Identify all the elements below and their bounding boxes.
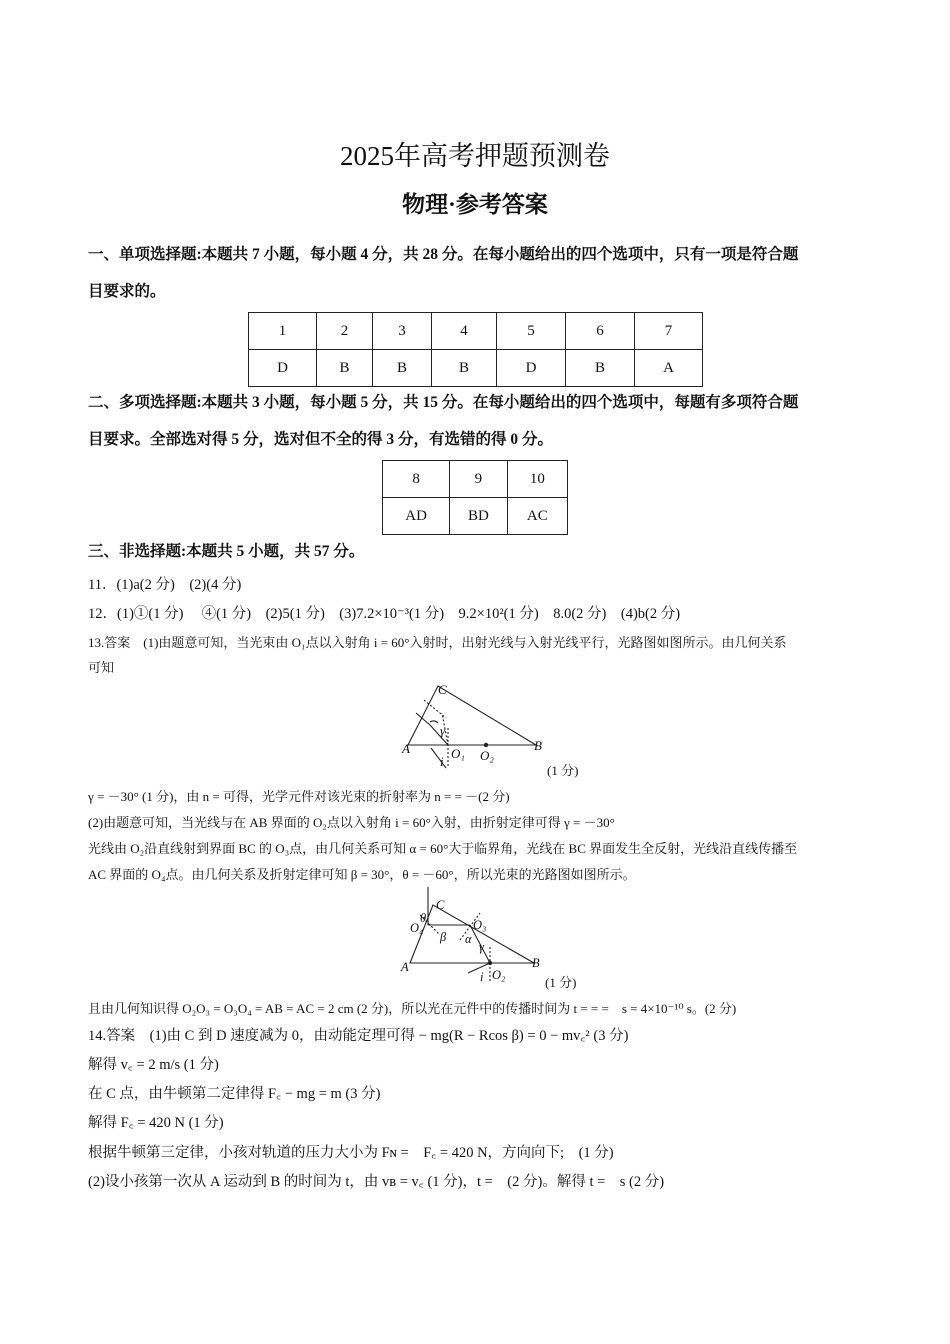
- angle-arc: [430, 721, 438, 723]
- table-cell: 6: [566, 313, 635, 350]
- incident-ray: [468, 963, 490, 973]
- light-path-figure-2: [398, 885, 548, 985]
- prism-triangle: [410, 905, 534, 963]
- page-title: 2025年高考押题预测卷: [340, 141, 610, 171]
- table-cell: 7: [635, 313, 703, 350]
- label-beta: β: [440, 930, 447, 944]
- light-path-figure-1: [396, 678, 556, 773]
- table-row: [383, 461, 568, 498]
- label-o2: O₂: [480, 748, 494, 763]
- q14-line4: 解得 F꜀ = 420 N (1 分): [88, 1115, 224, 1131]
- label-o1: O₁: [451, 746, 465, 761]
- q14-line3: 在 C 点，由牛顿第二定律得 F꜀ − mg = m (3 分): [88, 1086, 381, 1102]
- table-cell: D: [249, 350, 317, 387]
- q13-line4: (2)由题意可知，当光线与在 AB 界面的 O₂点以入射角 i = 60°入射，由折射定律可得 γ = －30°: [88, 815, 615, 830]
- table-cell: 4: [432, 313, 497, 350]
- q12-answer: 12．(1)①(1 分) ④(1 分) (2)5(1 分) (3)7.2×10⁻³(1 分) 9.2×10²(1 分) 8.0(2 分) (4)b(2 分): [88, 606, 681, 622]
- section2-line1: 二、多项选择题:本题共 3 小题，每小题 5 分，共 15 分。在每小题给出的四个选项中，每题有多项符合题: [88, 394, 799, 411]
- prism-triangle: [408, 686, 536, 745]
- label-i: i: [480, 970, 484, 984]
- section1-line2: 目要求的。: [88, 283, 166, 300]
- section1-line1: 一、单项选择题:本题共 7 小题，每小题 4 分，共 28 分。在每小题给出的四个选项中，只有一项是符合题: [88, 246, 799, 263]
- table-cell: B: [373, 350, 432, 387]
- point-o2-dot: [484, 743, 488, 747]
- q13-line5: 光线由 O₂沿直线射到界面 BC 的 O₃点，由几何关系可知 α = 60°大于临界角，光线在 BC 界面发生全反射，光线沿直线传播至: [88, 841, 798, 856]
- table-cell: B: [566, 350, 635, 387]
- label-b: B: [534, 738, 542, 753]
- multi-choice-answer-table: [382, 460, 568, 535]
- q13-line1: 13.答案 (1)由题意可知，当光束由 O₁点以入射角 i = 60°入射时，出射光线与入射光线平行，光路图如图所示。由几何关系: [88, 635, 787, 650]
- label-o2: O₂: [492, 968, 506, 982]
- table-cell: 1: [249, 313, 317, 350]
- q13-line6: AC 界面的 O₄点。由几何关系及折射定律可知 β = 30°，θ = －60°，所以光束的光路图如图所示。: [88, 867, 636, 882]
- fig1-score: (1 分): [547, 763, 579, 778]
- q13-line2: 可知: [88, 660, 115, 675]
- table-row: [249, 350, 703, 387]
- page-subtitle: 物理·参考答案: [402, 192, 548, 217]
- label-i: i: [440, 754, 444, 769]
- table-cell: AC: [507, 498, 567, 535]
- label-a: A: [401, 960, 409, 974]
- q13-line7: 且由几何知识得 O₂O₃ = O₃O₄ = AB = AC = 2 cm (2 分)，所以光在元件中的传播时间为 t = = = s = 4×10⁻¹⁰ s。(2 分): [88, 1001, 737, 1016]
- label-o4: O₄: [410, 921, 424, 935]
- label-b: B: [532, 956, 540, 970]
- table-row: [383, 498, 568, 535]
- section2-line2: 目要求。全部选对得 5 分，选对但不全的得 3 分，有选错的得 0 分。: [88, 431, 554, 448]
- table-row: [249, 313, 703, 350]
- section3-heading: 三、非选择题:本题共 5 小题，共 57 分。: [88, 543, 365, 560]
- fig2-score: (1 分): [545, 975, 577, 990]
- label-gamma: γ: [479, 940, 484, 954]
- table-cell: 5: [497, 313, 566, 350]
- label-c: C: [438, 682, 447, 697]
- single-choice-answer-table: [248, 312, 703, 387]
- table-cell: 2: [317, 313, 373, 350]
- label-o3: O₃: [473, 918, 487, 932]
- label-gamma: γ: [440, 723, 446, 738]
- q14-line6: (2)设小孩第一次从 A 运动到 B 的时间为 t，由 vʙ = v꜀ (1 分)，t = (2 分)。解得 t = s (2 分): [88, 1174, 665, 1190]
- table-cell: 10: [507, 461, 567, 498]
- table-cell: 9: [450, 461, 507, 498]
- label-alpha: α: [465, 932, 472, 946]
- label-a: A: [402, 741, 410, 756]
- q11-answer: 11．(1)a(2 分) (2)(4 分): [88, 577, 242, 593]
- q14-line1: 14.答案 (1)由 C 到 D 速度减为 0，由动能定理可得 − mg(R − Rcos β) = 0 − mv꜀² (3 分): [88, 1028, 629, 1044]
- table-cell: 8: [383, 461, 450, 498]
- label-theta: θ: [420, 911, 427, 925]
- emergent-ray: [431, 748, 446, 768]
- q14-line5: 根据牛顿第三定律，小孩对轨道的压力大小为 Fɴ = F꜀ = 420 N，方向向下; (1 分): [88, 1145, 614, 1161]
- point-o2-dot: [488, 961, 492, 965]
- q14-line2: 解得 v꜀ = 2 m/s (1 分): [88, 1057, 219, 1073]
- table-cell: 3: [373, 313, 432, 350]
- table-cell: B: [317, 350, 373, 387]
- table-cell: BD: [450, 498, 507, 535]
- q13-line3: γ = －30° (1 分)，由 n = 可得，光学元件对该光束的折射率为 n = = －(2 分): [88, 789, 510, 804]
- table-cell: D: [497, 350, 566, 387]
- table-cell: AD: [383, 498, 450, 535]
- label-c: C: [436, 898, 445, 912]
- table-cell: B: [432, 350, 497, 387]
- table-cell: A: [635, 350, 703, 387]
- normal-line: [424, 700, 446, 718]
